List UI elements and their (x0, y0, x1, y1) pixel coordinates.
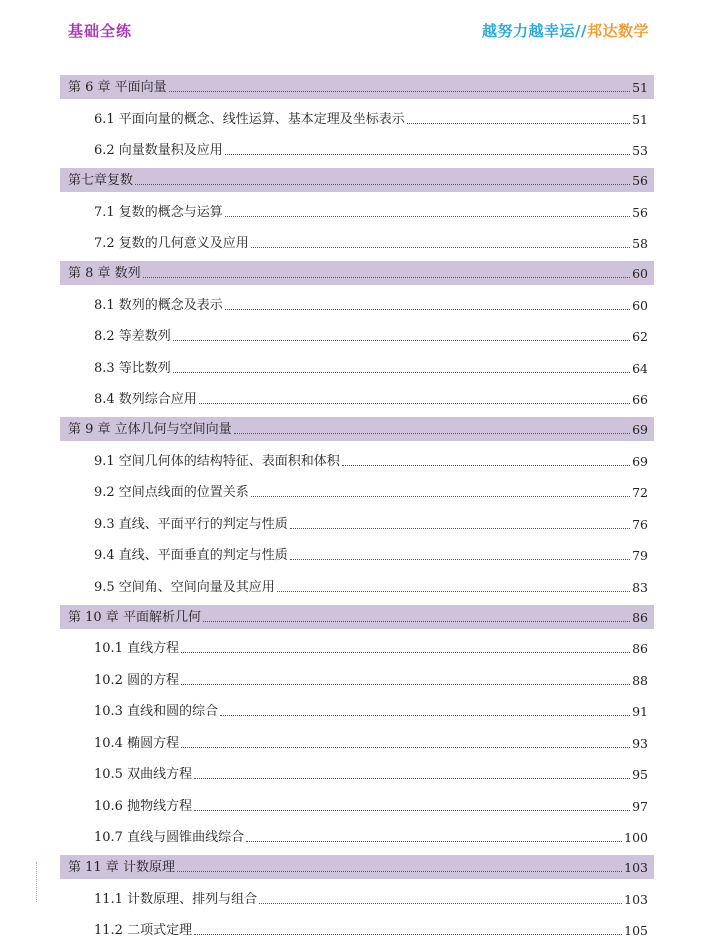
dot-leader (407, 123, 630, 124)
dot-leader (251, 496, 630, 497)
toc-chapter-row[interactable] (60, 168, 654, 192)
dot-leader (203, 621, 630, 622)
dot-leader (194, 778, 630, 779)
toc-entry-label: 8.4 数列综合应用 (94, 392, 197, 407)
dot-leader (246, 841, 622, 842)
dot-leader (173, 340, 630, 341)
toc-entry-label: 9.1 空间几何体的结构特征、表面积和体积 (94, 453, 340, 469)
header-slogan (482, 20, 649, 41)
toc-chapter-row[interactable] (60, 261, 654, 285)
dot-leader (342, 465, 630, 466)
toc-entry-label: 9.3 直线、平面平行的判定与性质 (94, 516, 288, 532)
toc-page-number: 97 (632, 798, 648, 814)
toc-section-row[interactable] (60, 761, 654, 787)
toc-entry-label: 10.5 双曲线方程 (94, 767, 193, 782)
dot-leader (225, 309, 630, 310)
toc-section-row[interactable] (60, 291, 654, 317)
toc-page-number: 95 (632, 767, 648, 782)
dot-leader (277, 591, 630, 592)
toc-page-number: 60 (632, 297, 648, 313)
toc-entry-label: 第七章复数 (68, 173, 134, 188)
toc-section-row[interactable] (60, 573, 654, 599)
dot-leader (177, 871, 622, 872)
toc-section-row[interactable] (60, 198, 654, 224)
toc-section-row[interactable] (60, 635, 654, 661)
toc-entry-label: 6.2 向量数量积及应用 (94, 143, 223, 158)
toc-entry-label: 6.1 平面向量的概念、线性运算、基本定理及坐标表示 (94, 111, 405, 127)
toc-entry-label: 11.1 计数原理、排列与组合 (94, 891, 258, 907)
toc-entry-label: 第 8 章 数列 (68, 266, 141, 281)
brand-text: 邦达数学 (586, 22, 649, 40)
dot-leader (194, 934, 622, 935)
toc-section-row[interactable] (60, 792, 654, 818)
dot-leader (234, 433, 630, 434)
toc-entry-label: 7.1 复数的概念与运算 (94, 204, 223, 220)
toc-section-row[interactable] (60, 917, 654, 943)
toc-entry-label: 第 6 章 平面向量 (68, 80, 167, 95)
dot-leader (259, 903, 622, 904)
toc-section-row[interactable] (60, 105, 654, 131)
toc-section-row[interactable] (60, 824, 654, 850)
toc-chapter-row[interactable] (60, 75, 654, 99)
dot-leader (181, 652, 630, 653)
toc-entry-label: 10.6 抛物线方程 (94, 798, 193, 814)
toc-chapter-row[interactable] (60, 605, 654, 629)
table-of-contents (60, 75, 654, 948)
toc-entry-label: 10.1 直线方程 (94, 641, 180, 656)
toc-page-number: 64 (632, 360, 648, 376)
toc-page-number: 83 (632, 579, 648, 595)
toc-section-row[interactable] (60, 137, 654, 163)
slogan-text: 越努力越幸运// (482, 22, 587, 40)
toc-section-row[interactable] (60, 479, 654, 505)
dot-leader (181, 747, 630, 748)
toc-page-number: 100 (624, 830, 648, 845)
toc-entry-label: 9.5 空间角、空间向量及其应用 (94, 579, 275, 595)
toc-entry-label: 第 9 章 立体几何与空间向量 (68, 422, 232, 437)
toc-entry-label: 10.2 圆的方程 (94, 672, 180, 688)
toc-section-row[interactable] (60, 510, 654, 536)
dot-leader (220, 715, 630, 716)
toc-page-number: 69 (632, 422, 648, 437)
toc-section-row[interactable] (60, 666, 654, 692)
dot-leader (169, 91, 630, 92)
dot-leader (225, 216, 630, 217)
toc-page-number: 51 (632, 80, 648, 95)
dot-leader (173, 372, 630, 373)
toc-section-row[interactable] (60, 729, 654, 755)
toc-entry-label: 第 11 章 计数原理 (68, 860, 175, 875)
toc-page-number: 103 (624, 860, 648, 875)
dot-leader (143, 277, 630, 278)
toc-page-number: 69 (632, 453, 648, 469)
toc-entry-label: 8.2 等差数列 (94, 329, 171, 344)
toc-entry-label: 9.2 空间点线面的位置关系 (94, 485, 249, 500)
toc-chapter-row[interactable] (60, 855, 654, 879)
dot-leader (251, 247, 630, 248)
header-title: 基础全练 (68, 22, 133, 40)
toc-page-number: 51 (632, 111, 648, 127)
toc-page-number: 86 (632, 609, 648, 625)
toc-page-number: 86 (632, 641, 648, 656)
toc-section-row[interactable] (60, 230, 654, 256)
toc-chapter-row[interactable] (60, 417, 654, 441)
toc-page-number: 56 (632, 173, 648, 188)
toc-entry-label: 10.3 直线和圆的综合 (94, 704, 219, 719)
toc-entry-label: 10.4 椭圆方程 (94, 735, 180, 751)
toc-entry-label: 10.7 直线与圆锥曲线综合 (94, 830, 245, 845)
toc-page-number: 88 (632, 672, 648, 688)
toc-section-row[interactable] (60, 447, 654, 473)
toc-section-row[interactable] (60, 323, 654, 349)
toc-page-number: 56 (632, 204, 648, 220)
toc-page-number: 91 (632, 704, 648, 719)
dot-leader (290, 559, 630, 560)
dot-leader (194, 810, 630, 811)
toc-entry-label: 7.2 复数的几何意义及应用 (94, 236, 249, 251)
toc-section-row[interactable] (60, 885, 654, 911)
toc-page-number: 103 (624, 891, 648, 907)
toc-section-row[interactable] (60, 542, 654, 568)
toc-page-number: 105 (624, 923, 648, 938)
dot-leader (181, 684, 630, 685)
toc-section-row[interactable] (60, 386, 654, 412)
toc-page-number: 79 (632, 548, 648, 563)
toc-entry-label: 第 10 章 平面解析几何 (68, 609, 201, 625)
toc-page-number: 93 (632, 735, 648, 751)
toc-page-number: 66 (632, 392, 648, 407)
dot-leader (225, 154, 630, 155)
toc-page-number: 53 (632, 143, 648, 158)
toc-page-number: 60 (632, 266, 648, 281)
toc-entry-label: 8.3 等比数列 (94, 360, 171, 376)
toc-page-number: 72 (632, 485, 648, 500)
toc-page-number: 58 (632, 236, 648, 251)
dot-leader (199, 403, 630, 404)
toc-entry-label: 8.1 数列的概念及表示 (94, 297, 223, 313)
dot-leader (290, 528, 630, 529)
toc-entry-label: 9.4 直线、平面垂直的判定与性质 (94, 548, 288, 563)
toc-page-number: 62 (632, 329, 648, 344)
toc-entry-label: 11.2 二项式定理 (94, 923, 193, 938)
dot-leader (135, 184, 630, 185)
toc-page-number: 76 (632, 516, 648, 532)
toc-section-row[interactable] (60, 698, 654, 724)
decorative-side-dots (36, 862, 39, 902)
toc-section-row[interactable] (60, 354, 654, 380)
